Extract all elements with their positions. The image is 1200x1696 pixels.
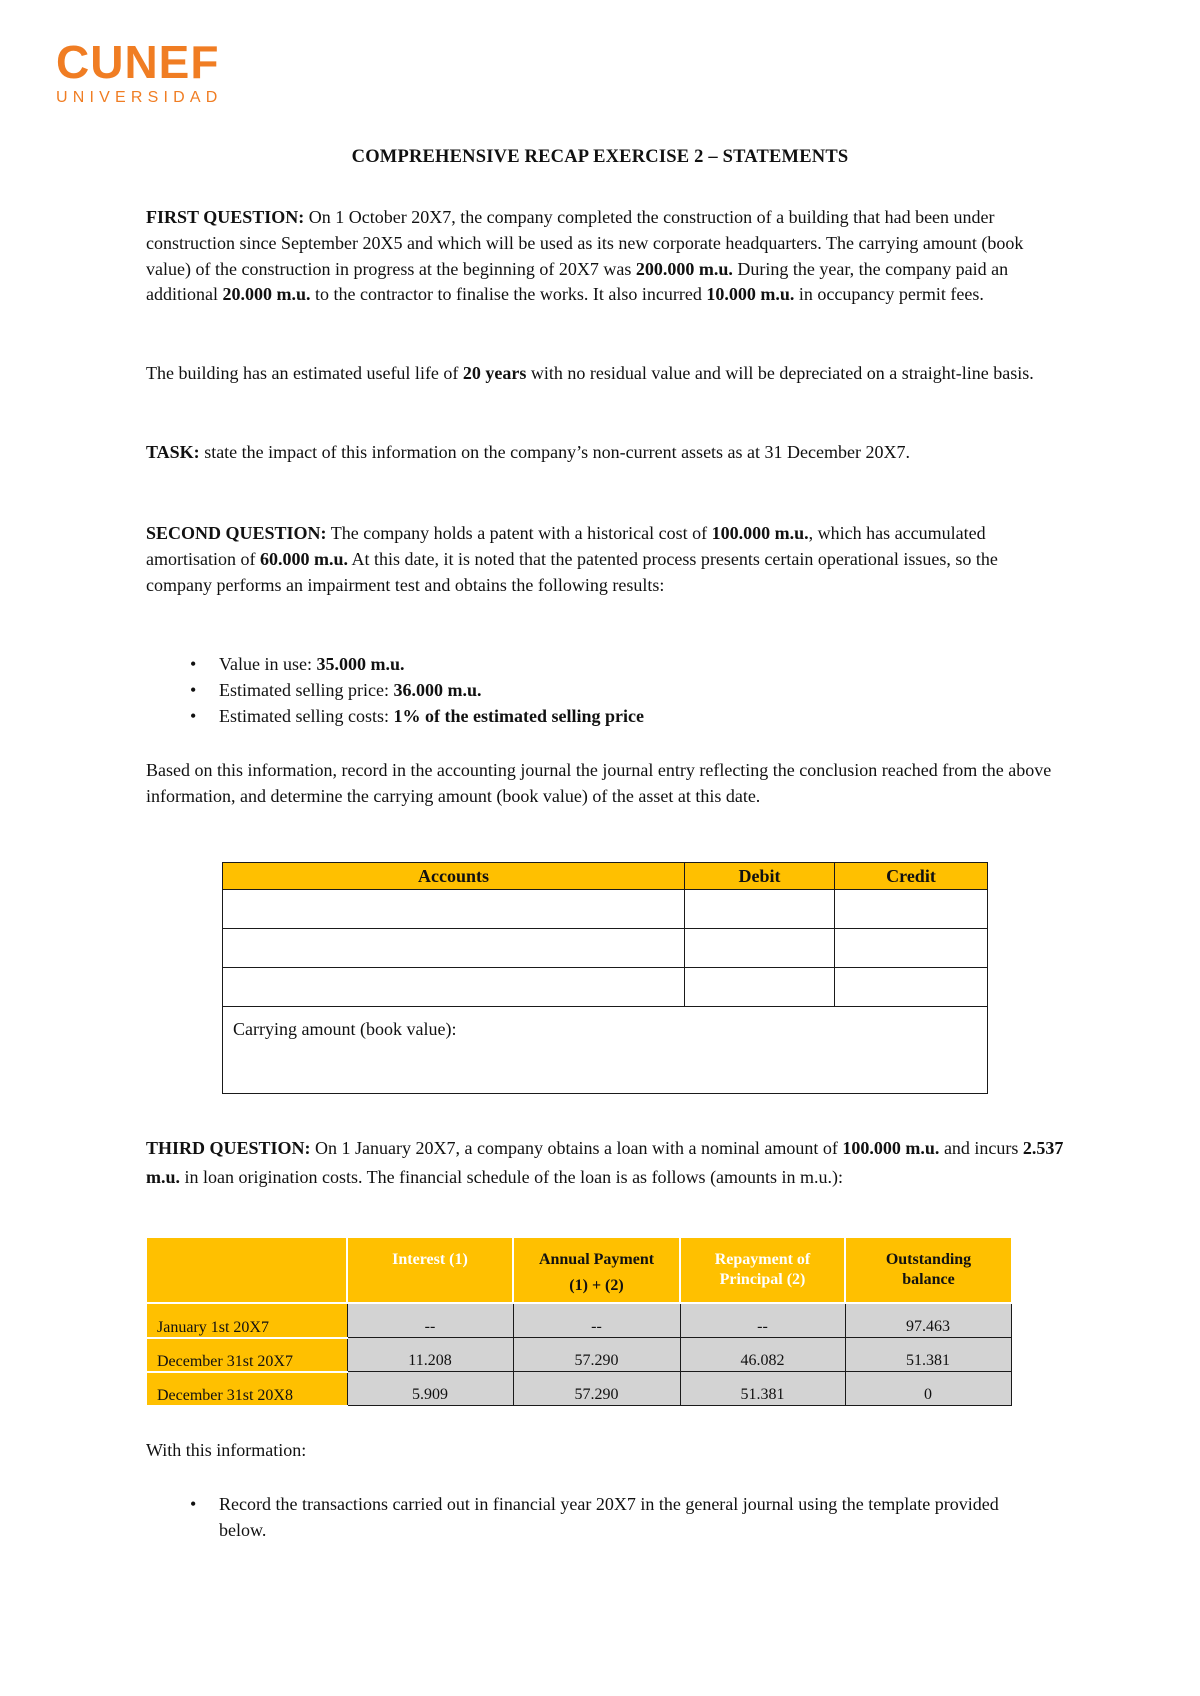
debit-cell[interactable] [685, 890, 835, 929]
logo-subtitle: UNIVERSIDAD [56, 89, 223, 106]
second-question-label: SECOND QUESTION: [146, 523, 327, 543]
list-item [190, 652, 1070, 678]
account-cell[interactable] [223, 929, 685, 968]
header-text: Repayment of [714, 1251, 811, 1268]
q2-text: , which has accumulated amortisation of [146, 523, 986, 569]
q1-text: to the contractor to finalise the works. It also incurred [310, 284, 707, 305]
loan-costs: 2.537 m.u. [146, 1138, 1064, 1187]
q1-text: On 1 October 20X7, the company completed the construction of a building that had been under construction since September 20X5 and which will be used as its new corporate headquarters. The carrying amount (book value) of the construction in progress at the beginning of 20X7 was [146, 207, 1024, 279]
date-cell: December 31st 20X7 [147, 1338, 347, 1372]
carrying-amount-row [223, 1007, 988, 1094]
bullet-label: Value in use: [219, 654, 317, 674]
table-header-row [223, 863, 988, 890]
carrying-amount-cell[interactable]: Carrying amount (book value): [223, 1007, 988, 1094]
header-annual-payment [513, 1238, 680, 1303]
third-question-tasks-list [190, 1492, 1030, 1544]
bullet-label: Estimated selling price: [219, 679, 394, 700]
third-question-label: THIRD QUESTION: [146, 1138, 311, 1158]
first-question-label: FIRST QUESTION: [146, 207, 305, 227]
header-principal-repayment [680, 1238, 845, 1303]
header-text: Principal (2) [719, 1271, 806, 1288]
credit-cell[interactable] [835, 890, 988, 929]
bullet-value: 1% of the estimated selling price [393, 705, 644, 726]
date-cell: December 31st 20X8 [147, 1372, 347, 1406]
q2-text: The company holds a patent with a historical cost of [326, 523, 712, 543]
balance-cell: 97.463 [845, 1303, 1011, 1338]
useful-life-years: 20 years [462, 363, 527, 383]
header-text: Interest (1) [392, 1251, 468, 1268]
loan-nominal: 100.000 m.u. [842, 1138, 940, 1158]
debit-cell[interactable] [685, 929, 835, 968]
useful-life-paragraph [146, 361, 1066, 387]
header-text: Annual Payment [538, 1251, 655, 1268]
header-outstanding-balance [845, 1238, 1011, 1303]
patent-amortisation: 60.000 m.u. [259, 548, 348, 569]
journal-instruction: Based on this information, record in the accounting journal the journal entry reflecting the conclusion reached from the above information, and determine the carrying amount (book value) of the asset at this date. [146, 760, 1052, 806]
impairment-results-list [190, 652, 1070, 729]
document-title: COMPREHENSIVE RECAP EXERCISE 2 – STATEMENTS [351, 147, 849, 167]
header-text: Outstanding [885, 1251, 972, 1268]
cunef-logo [56, 38, 246, 108]
q3-text: and incurs [939, 1138, 1023, 1158]
loan-schedule-table [147, 1238, 1012, 1407]
table-row [223, 968, 988, 1007]
payment-cell: 57.290 [513, 1372, 680, 1406]
list-item [190, 704, 1070, 730]
bullet-value: 36.000 m.u. [393, 679, 482, 700]
balance-cell: 0 [845, 1372, 1011, 1406]
interest-cell: 5.909 [347, 1372, 513, 1406]
q1-amount-additional: 20.000 m.u. [222, 284, 311, 305]
q3-text: On 1 January 20X7, a company obtains a loan with a nominal amount of [310, 1138, 843, 1158]
q1-text: in occupancy permit fees. [794, 284, 984, 305]
credit-cell[interactable] [835, 968, 988, 1007]
credit-cell[interactable] [835, 929, 988, 968]
bullet-label: Estimated selling costs: [219, 705, 394, 726]
principal-cell: -- [680, 1303, 845, 1338]
list-item: • Record the transactions carried out in financial year 20X7 in the general journal using the template provided below. [190, 1492, 1030, 1544]
patent-cost: 100.000 m.u. [711, 523, 809, 543]
header-text: balance [902, 1271, 955, 1288]
first-question-paragraph [146, 205, 1066, 308]
table-row [223, 929, 988, 968]
bullet-value: 35.000 m.u. [316, 654, 405, 674]
list-item [190, 678, 1070, 704]
table-row [147, 1303, 1011, 1338]
q2-text: At this date, it is noted that the patented process presents certain operational issues, so the company performs an impairment test and obtains the following results: [146, 548, 998, 595]
payment-cell: -- [513, 1303, 680, 1338]
account-cell[interactable] [223, 968, 685, 1007]
interest-cell: 11.208 [347, 1338, 513, 1372]
balance-cell: 51.381 [845, 1338, 1011, 1372]
task-paragraph [146, 440, 1066, 466]
principal-cell: 51.381 [680, 1372, 845, 1406]
table-row [147, 1372, 1011, 1406]
third-question-paragraph [146, 1134, 1066, 1192]
header-credit: Credit [835, 863, 988, 890]
header-debit: Debit [685, 863, 835, 890]
account-cell[interactable] [223, 890, 685, 929]
task-label: TASK: [146, 442, 200, 462]
header-text: (1) + (2) [569, 1277, 624, 1294]
second-question-paragraph [146, 521, 1066, 598]
life-text: with no residual value and will be depreciated on a straight-line basis. [526, 363, 1034, 383]
table-row [147, 1338, 1011, 1372]
task-text: state the impact of this information on the company’s non-current assets as at 31 December 20X7. [199, 442, 910, 462]
table-header-row [147, 1238, 1011, 1303]
principal-cell: 46.082 [680, 1338, 845, 1372]
q1-amount-permit: 10.000 m.u. [706, 284, 795, 305]
header-date [147, 1238, 347, 1303]
with-info-label: With this information: [146, 1440, 307, 1460]
debit-cell[interactable] [685, 968, 835, 1007]
q3-text: in loan origination costs. The financial schedule of the loan is as follows (amounts in m.u.): [180, 1167, 844, 1187]
header-accounts: Accounts [223, 863, 685, 890]
payment-cell: 57.290 [513, 1338, 680, 1372]
q1-text: During the year, the company paid an additional [146, 258, 1009, 305]
q1-amount-cip: 200.000 m.u. [635, 258, 733, 279]
life-text: The building has an estimated useful life of [146, 363, 463, 383]
interest-cell: -- [347, 1303, 513, 1338]
table-row [223, 890, 988, 929]
logo-wordmark: CUNEF [56, 36, 220, 88]
header-text [147, 1238, 346, 1250]
header-interest [347, 1238, 513, 1303]
date-cell: January 1st 20X7 [147, 1303, 347, 1338]
journal-entry-table [222, 862, 988, 1094]
